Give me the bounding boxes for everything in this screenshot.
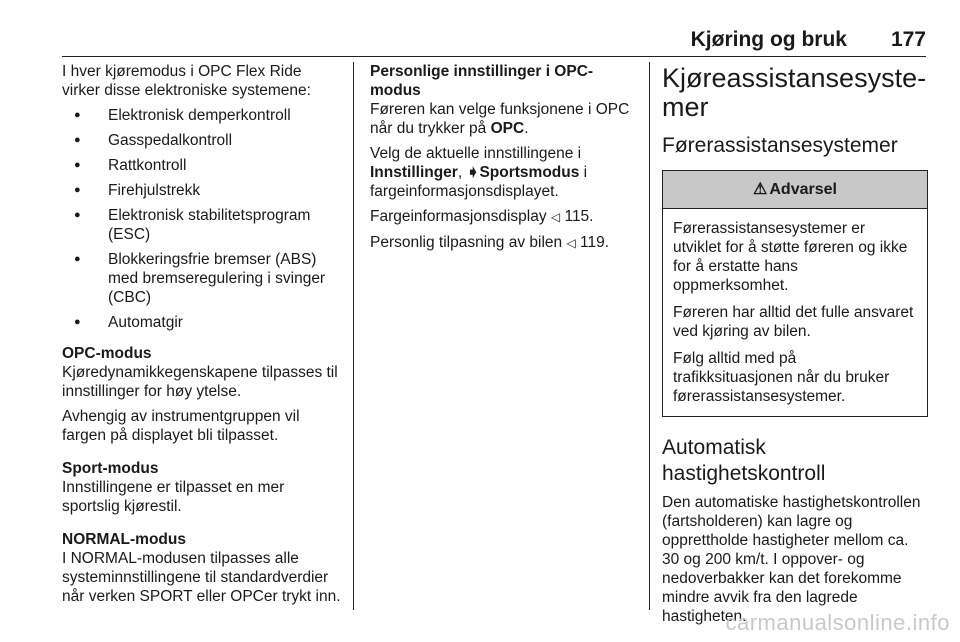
warning-triangle-icon: ⚠ (753, 181, 768, 198)
warning-paragraph-3: Følg alltid med på trafikksituasjonen når du bruker førerassistansesystemer. (673, 350, 890, 405)
warning-paragraph-2: Føreren har alltid det fulle ansvaret ved kjøring av bilen. (673, 304, 914, 340)
opc-button-label: OPC (490, 120, 525, 137)
text-run: Føreren kan velge funksjonene i OPC når du trykker på (370, 101, 630, 137)
text-run: Velg de aktuelle innstillingene i (370, 145, 582, 162)
cruise-control-text: Den automatiske hastighetskontrollen (fartsholderen) kan lagre og opprettholde hastigheter mellom ca. 30 og 200 km/t. I oppover- og nedoverbakker kan det forekomme mindre avvik fra den lagrede hastigheten. (662, 494, 921, 625)
list-item: ● Elektronisk demperkontroll (62, 106, 342, 125)
warning-paragraph-1: Førerassistansesystemer er utviklet for å støtte føreren og ikke for å erstatte hans oppmerksomhet. (673, 220, 908, 294)
normal-mode-text: I NORMAL-modusen tilpasses alle systeminnstillingene til standardverdier når verken SPORT eller OPCer trykt inn. (62, 550, 341, 605)
list-item: ● Gasspedalkontroll (62, 131, 342, 150)
column-2 (370, 62, 638, 259)
personal-settings-text-2 (370, 144, 638, 201)
sport-mode-text: Innstillingene er tilpasset en mer sportslig kjørestil. (62, 479, 285, 515)
sport-mode-menu-label: Sportsmodus (479, 164, 580, 181)
page-reference-icon: ◁ (566, 236, 576, 250)
page-reference-icon: ◁ (550, 210, 561, 224)
list-item: ● Rattkontroll (62, 156, 342, 175)
sport-mode-heading: Sport-modus (62, 460, 159, 477)
header-section-title: Kjøring og bruk (690, 28, 847, 51)
list-item: ● Automatgir (62, 313, 342, 332)
reference-page: 119. (580, 234, 610, 251)
column-1 (62, 62, 342, 612)
text-run: , (457, 164, 467, 181)
reference-color-display[interactable] (370, 207, 638, 227)
systems-list (62, 106, 342, 332)
warning-title: Advarsel (769, 181, 837, 198)
warning-body (663, 209, 927, 416)
header-rule (62, 56, 926, 57)
warning-box (662, 170, 928, 417)
reference-page: 115. (564, 208, 594, 225)
page-header (691, 24, 926, 52)
reference-personalization[interactable] (370, 233, 638, 253)
personal-settings-heading: Personlige innstillinger i OPC-modus (370, 63, 594, 99)
personal-settings-text-1 (370, 100, 638, 138)
list-item: ● Firehjulstrekk (62, 181, 342, 200)
column-3 (662, 62, 928, 632)
page-number: 177 (890, 28, 926, 51)
normal-mode-heading: NORMAL-modus (62, 531, 186, 548)
driving-assistance-heading: Kjøreassistansesyste- mer (662, 63, 927, 122)
watermark: carmanualsonline.info (725, 610, 950, 635)
reference-text: Fargeinformasjonsdisplay (370, 208, 551, 225)
column-divider-1 (353, 62, 354, 610)
opc-mode-text-2: Avhengig av instrumentgruppen vil fargen på displayet bli tilpasset. (62, 408, 300, 444)
cruise-control-heading: Automatisk hastighetskontroll (662, 436, 826, 485)
text-run: . (524, 120, 529, 137)
driver-assistance-heading: Førerassistansesystemer (662, 134, 898, 157)
list-item: ● Elektronisk stabilitetsprogram (ESC) (62, 206, 342, 244)
warning-header (663, 171, 927, 209)
intro-text: I hver kjøremodus i OPC Flex Ride virker disse elektroniske systemene: (62, 63, 311, 99)
column-divider-2 (649, 62, 650, 610)
list-item: ● Blokkeringsfrie bremser (ABS) med bremseregulering i svinger (CBC) (62, 250, 342, 307)
menu-arrow-icon: ➧ (466, 164, 480, 181)
settings-menu-label: Innstillinger (370, 164, 458, 181)
opc-mode-heading: OPC-modus (62, 345, 152, 362)
text-run: i fargeinformasjonsdisplayet. (370, 164, 588, 200)
reference-text: Personlig tilpasning av bilen (370, 234, 567, 251)
opc-mode-text-1: Kjøredynamikkegenskapene tilpasses til innstillinger for høy ytelse. (62, 364, 338, 400)
